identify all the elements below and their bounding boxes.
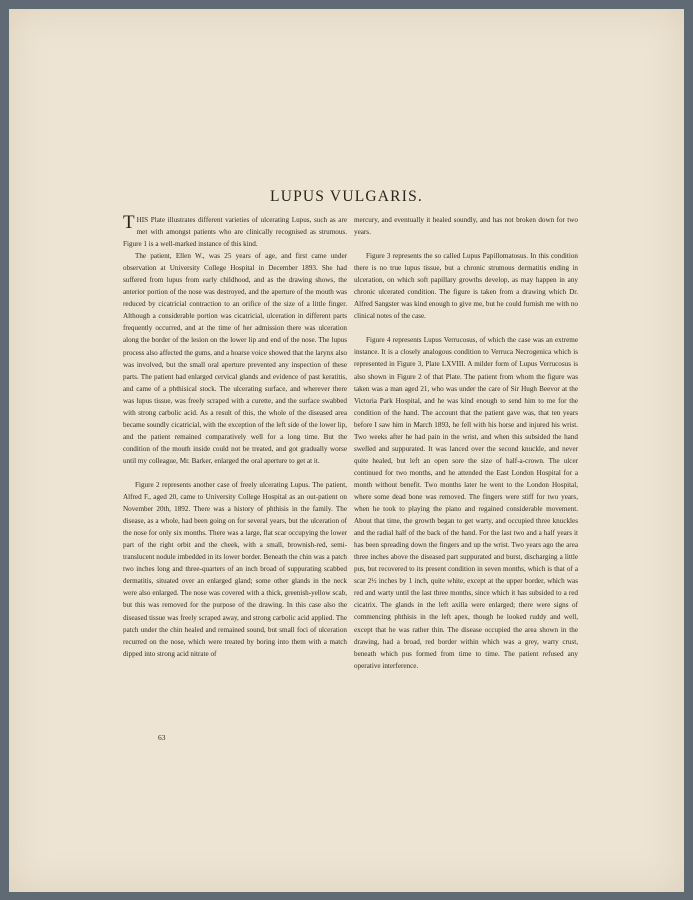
- right-column: [354, 214, 578, 672]
- drop-cap: T: [123, 212, 135, 233]
- page-number: 63: [158, 733, 166, 742]
- paragraph-intro: [123, 214, 347, 250]
- paragraph-intro-text: HIS Plate illustrates different varieties of ulcerating Lupus, such as are met with amongst patients who are clinically recognised as strumous. Figure 1 is a well-marked instance of this kind.: [123, 216, 347, 249]
- paragraph-figure-3: Figure 3 represents the so called Lupus Papillomatosus. In this condition there is no true lupus tissue, but a chronic strumous dermatitis ending in ulceration, on which soft papillary growths develop, as may happen in any chronic ulcerated condition. The figure is taken from a drawing which Dr. Alfred Sangster was kind enough to give me, but he could furnish me with no clinical notes of the case.: [354, 252, 578, 321]
- paragraph-figure-2: Figure 2 represents another case of freely ulcerating Lupus. The patient, Alfred F., aged 20, came to University College Hospital as an out-patient on November 20th, 1892. There was a history of phthisis in the family. The disease, as a whole, had been going on for several years, but the ulceration of the nose for only six months. There was a large, flat scar occupying the lower part of the right orbit and the cheek, with a small, brownish-red, semi-translucent nodule imbedded in its lower border. Beneath the chin was a patch two inches long and three-quarters of an inch broad of suppurating scabbed dermatitis, situated over an enlarged gland; some other glands in the neck were also enlarged. The nose was covered with a thick, greenish-yellow scab, but this was removed for the purpose of the drawing. In this case also the diseased tissue was freely scraped away, and strong carbolic acid applied. The patch under the chin healed and remained sound, but small foci of ulceration recurred on the nose, which were treated by boring into them with a match dipped into strong acid nitrate of: [123, 480, 347, 658]
- left-column: [123, 214, 347, 660]
- book-page: [9, 9, 684, 892]
- paragraph-continuation: mercury, and eventually it healed soundly, and has not broken down for two years.: [354, 216, 578, 237]
- paragraph-figure-4: Figure 4 represents Lupus Verrucosus, of which the case was an extreme instance. It is a closely analogous condition to Verruca Necrogenica which is represented in Figure 3, Plate LXVIII. A milder form of Lupus Verrucosus is also shown in Figure 2 of that Plate. The patient from whom the figure was taken was a man aged 21, who was under the care of Sir Hugh Beevor at the Victoria Park Hospital, and he was kind enough to send him to me for the condition of the hand. The account that the patient gave was, that ten years before I saw him in March 1893, he fell with his horse and injured his wrist. Two weeks after he had pain in the wrist, and when this subsided the hand swelled and suppurated. It was lanced over the second knuckle, and never quite healed, but left an open sore the size of half-a-crown. The ulcer continued for two months, and he attended the East London Hospital for a month without benefit. Two months later he went to the London Hospital, where some dead bone was removed. The fingers were stiff for two years, when he took to playing the piano and regained considerable movement. About that time, the growth began to get warty, and occupied three knuckles and the radial half of the back of the hand. For the last two and a half years it has been spreading down the fingers and up the wrist. Two years ago the area three inches above the diseased part suppurated and burst, discharging a little pus, but recovered to its present condition in seven months, which is that of a scar 2½ inches by 1 inch, quite white, except at the upper border, which was red and warty until the last three months, since which it has subsided to a red cicatrix. The glands in the left axilla were enlarged; there were signs of commencing phthisis in the left apex, though he looked ruddy and well, except that he was rather thin. The disease occupied the area shown in the drawing, had a broad, red border within which was a grey, warty crust, beneath which pus formed from time to time. The patient refused any operative interference.: [354, 336, 578, 670]
- paragraph-figure-1: The patient, Ellen W., was 25 years of age, and first came under observation at University College Hospital in December 1893. She had suffered from lupus from early childhood, and as the drawing shows, the anterior portion of the nose was destroyed, and the aperture of the mouth was reduced by cicatricial contraction to an orifice of the size of a little finger. Although a considerable portion was cicatricial, ulceration in different parts frequently occurred, and at the time of her admission there was ulceration along the border of the lesion on the lower lip and end of the nose. The lupus process also affected the gums, and a hoarse voice showed that the larynx also was involved, but the small oral aperture prevented any inspection of these parts. The patient had enlarged cervical glands and evidence of past keratitis, and came of a phthisical stock. The ulcerating surface, and wherever there was lupus tissue, was freely scraped with a curette, and the surface swabbed with strong carbolic acid. As a result of this, the whole of the diseased area became soundly cicatricial, with the exception of the left side of the lower lip, and the patient remained comparatively well for a long time. But the condition of the mouth inside could not be treated, and got gradually worse until my colleague, Mr. Barker, enlarged the oral aperture to get at it.: [123, 252, 347, 465]
- page-title: LUPUS VULGARIS.: [270, 188, 423, 205]
